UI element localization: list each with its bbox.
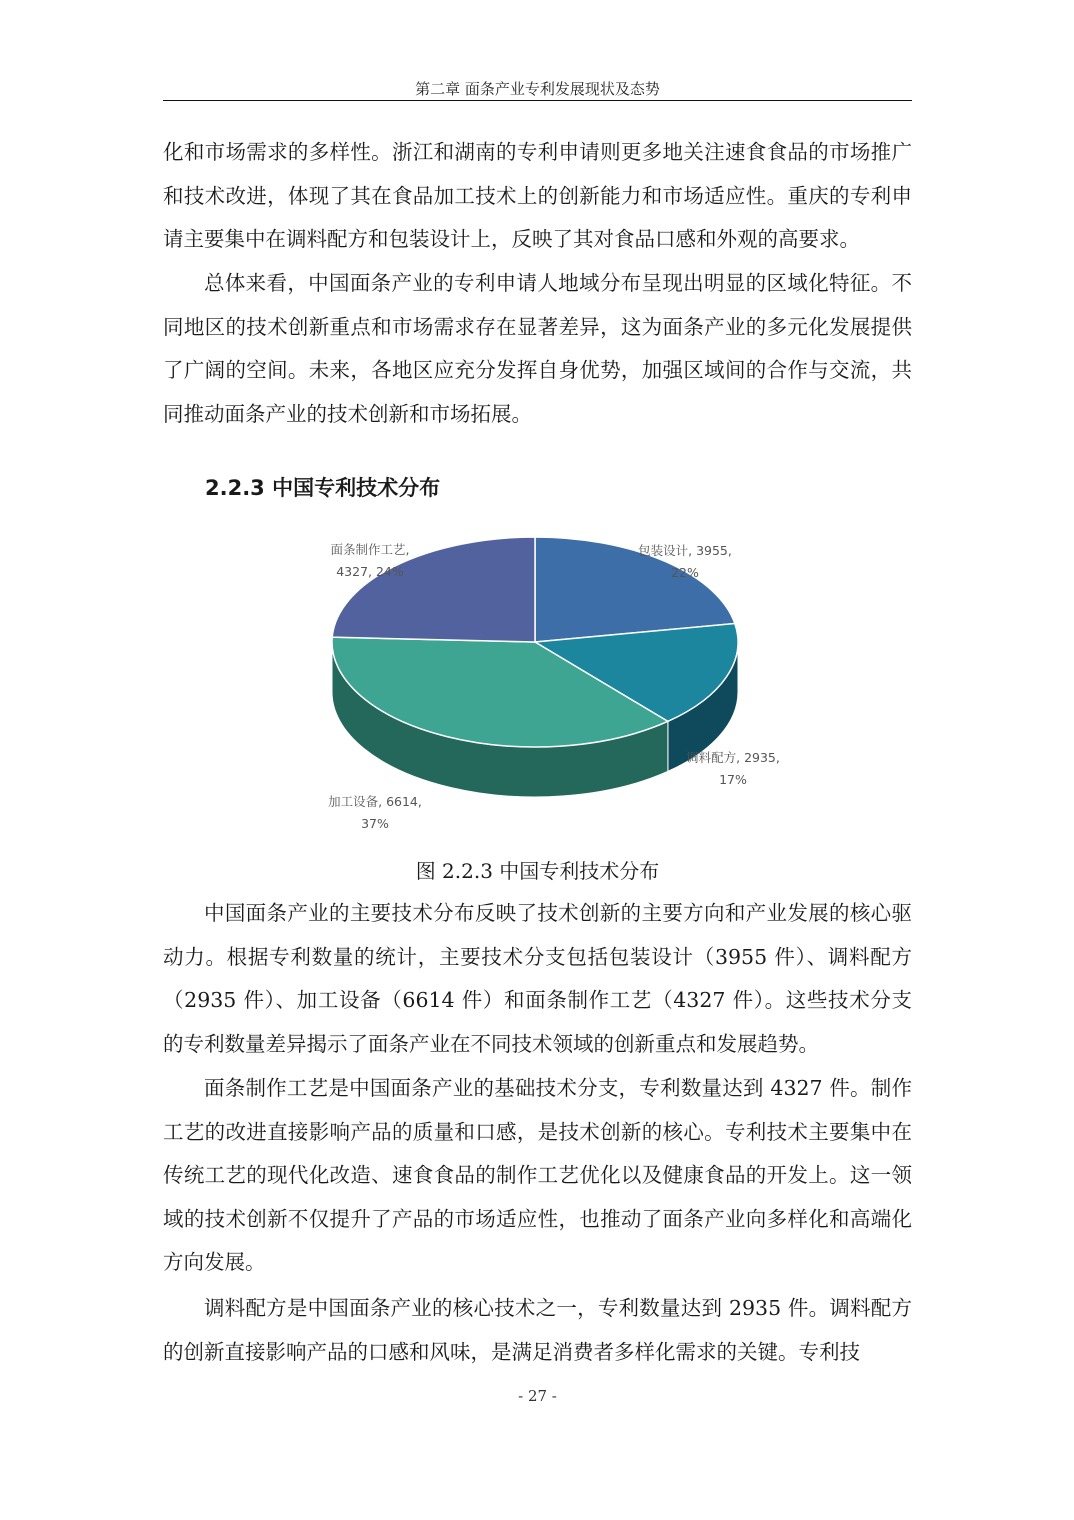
paragraph-region-summary-cont: 化和市场需求的多样性。浙江和湖南的专利申请则更多地关注速食食品的市场推广和技术改进，体现了其在食品加工技术上的创新能力和市场适应性。重庆的专利申请主要集中在调料配方和包装设计上，反映了其对食品口感和外观的高要求。 xyxy=(163,140,912,251)
header-rule xyxy=(163,100,912,101)
pie-chart xyxy=(290,530,820,845)
paragraph-seasoning: 调料配方是中国面条产业的核心技术之一，专利数量达到 2935 件。调料配方的创新直接影响产品的口感和风味，是满足消费者多样化需求的关键。专利技 xyxy=(163,1296,912,1364)
paragraph-noodle-process: 面条制作工艺是中国面条产业的基础技术分支，专利数量达到 4327 件。制作工艺的改进直接影响产品的质量和口感，是技术创新的核心。专利技术主要集中在传统工艺的现代化改造、速食食品的制作工艺优化以及健康食品的开发上。这一领域的技术创新不仅提升了产品的市场适应性，也推动了面条产业向多样化和高端化方向发展。 xyxy=(163,1076,912,1274)
pie-label-packaging-design: 包装设计, 3955, 22% xyxy=(638,543,732,580)
page-number: - 27 - xyxy=(518,1387,557,1405)
figure-caption: 图 2.2.3 中国专利技术分布 xyxy=(415,859,660,883)
pie-label-seasoning-formula: 调料配方, 2935, 17% xyxy=(686,750,780,787)
paragraph-overall: 总体来看，中国面条产业的专利申请人地域分布呈现出明显的区域化特征。不同地区的技术创新重点和市场需求存在显著差异，这为面条产业的多元化发展提供了广阔的空间。未来，各地区应充分发挥自身优势，加强区域间的合作与交流，共同推动面条产业的技术创新和市场拓展。 xyxy=(163,271,912,426)
running-header: 第二章 面条产业专利发展现状及态势 xyxy=(415,80,660,98)
paragraph-tech-distribution: 中国面条产业的主要技术分布反映了技术创新的主要方向和产业发展的核心驱动力。根据专利数量的统计，主要技术分支包括包装设计（3955 件）、调料配方（2935 件）、加工设备（6614 件）和面条制作工艺（4327 件）。这些技术分支的专利数量差异揭示了面条产业在不同技术领域的创新重点和发展趋势。 xyxy=(163,901,912,1056)
pie-label-processing-equipment: 加工设备, 6614, 37% xyxy=(328,794,422,831)
pie-label-noodle-making-process: 面条制作工艺, 4327, 24% xyxy=(330,542,410,579)
section-heading: 2.2.3 中国专利技术分布 xyxy=(205,476,441,500)
